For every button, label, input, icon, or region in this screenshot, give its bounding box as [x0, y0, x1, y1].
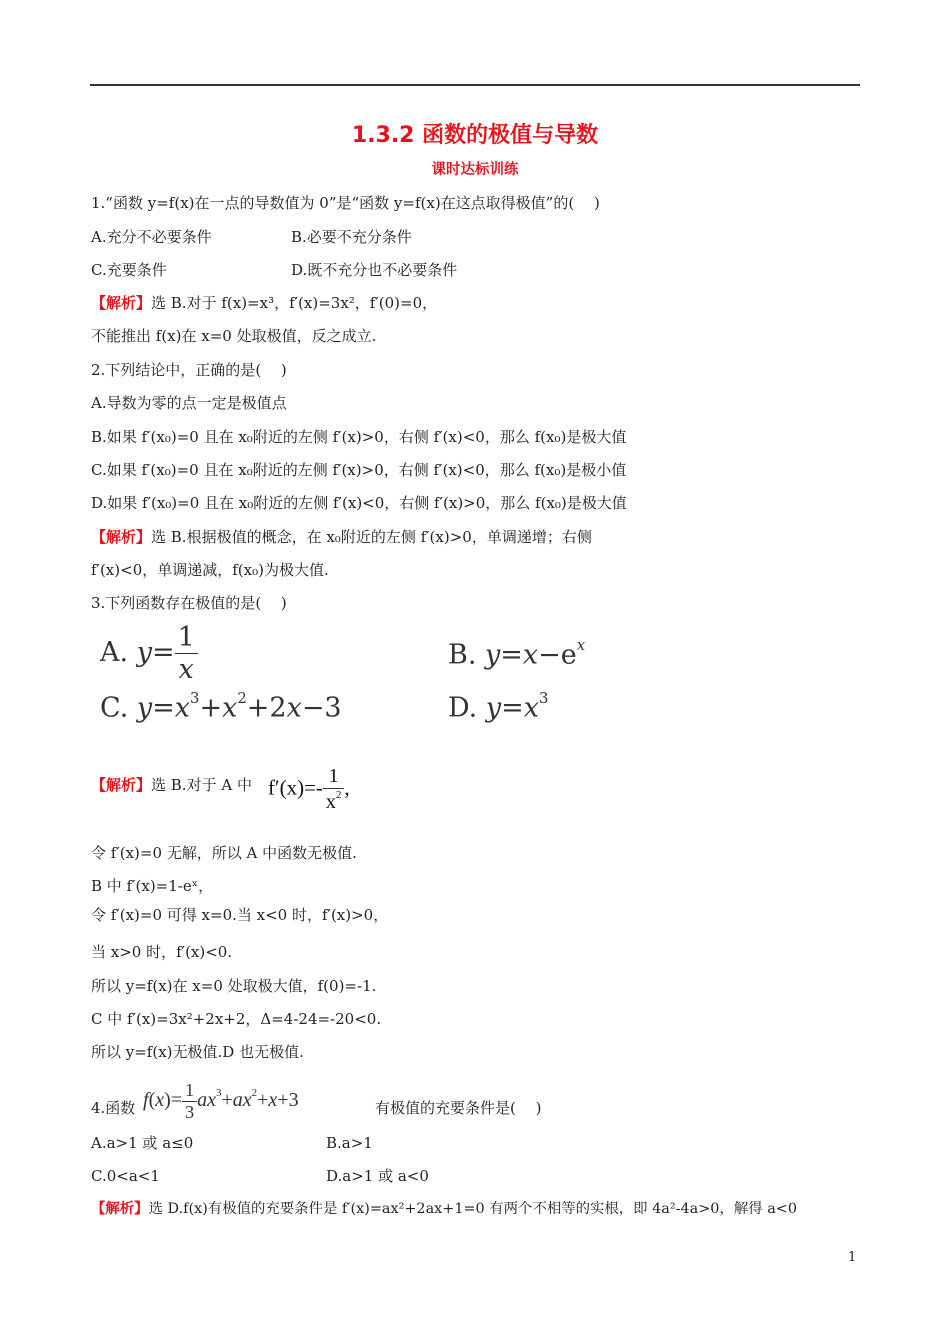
q2-option-d: D.如果 f′(x₀)=0 且在 x₀附近的左侧 f′(x)<0，右侧 f′(x)>0，那么 f(x₀)是极大值 [91, 494, 627, 512]
analysis-tag: 【解析】 [91, 294, 152, 312]
q2-stem: 2.下列结论中，正确的是( ) [91, 361, 287, 379]
fraction-1-over-x: $\frac{1}{x}$ [175, 622, 198, 685]
derivative-formula: f′(x)=- $\frac{1}{x^2}$ , [268, 765, 350, 813]
q3-analysis-line: 令 f′(x)=0 可得 x=0.当 x<0 时，f′(x)>0， [91, 906, 389, 924]
q3-analysis-line: B 中 f′(x)=1-eˣ， [91, 877, 214, 895]
q3-option-a: A. y= $\frac{1}{x}$ [100, 622, 198, 685]
analysis-tag: 【解析】 [91, 1200, 149, 1217]
q4-analysis [91, 1199, 797, 1219]
analysis-tag: 【解析】 [91, 776, 152, 794]
q4-option-d: D.a>1 或 a<0 [326, 1167, 429, 1185]
page-title: 1.3.2 函数的极值与导数 [351, 123, 599, 148]
q1-option-b: B.必要不充分条件 [291, 228, 412, 246]
q2-analysis-line1: 选 B.根据极值的概念，在 x₀附近的左侧 f′(x)>0，单调递增；右侧 [151, 528, 592, 546]
q1-option-c: C.充要条件 [91, 261, 167, 279]
top-rule [90, 84, 860, 86]
q2-option-b: B.如果 f′(x₀)=0 且在 x₀附近的左侧 f′(x)>0，右侧 f′(x)<0，那么 f(x₀)是极大值 [91, 428, 627, 446]
q3-stem: 3.下列函数存在极值的是( ) [91, 594, 287, 612]
q3-analysis-line: C 中 f′(x)=3x²+2x+2，Δ=4-24=-20<0. [91, 1010, 382, 1028]
q3-option-d: D. $y=x^3$ [448, 689, 549, 724]
q3-option-a-label: A. [100, 637, 129, 668]
q1-analysis-line2: 不能推出 f(x)在 x=0 处取极值，反之成立. [91, 327, 377, 345]
q3-analysis-line: 令 f′(x)=0 无解，所以 A 中函数无极值. [91, 844, 357, 862]
q4-analysis-line1: 选 D.f(x)有极值的充要条件是 f′(x)=ax²+2ax+1=0 有两个不相等的实根，即 4a²-4a>0，解得 a<0 [148, 1201, 798, 1217]
page-subtitle: 课时达标训练 [431, 162, 519, 178]
q3-analysis [91, 775, 252, 795]
q3-option-c: C. $y=x^3+x^2+2x-3$ [100, 689, 342, 724]
q1-analysis-line1: 选 B.对于 f(x)=x³，f′(x)=3x²，f′(0)=0， [151, 294, 438, 312]
q1-analysis [91, 293, 437, 313]
q3-analysis-line: 所以 y=f(x)无极值.D 也无极值. [91, 1043, 304, 1061]
q4-option-b: B.a>1 [326, 1134, 373, 1152]
page-number: 1 [848, 1250, 857, 1265]
q3-analysis-line: 当 x>0 时，f′(x)<0. [91, 943, 233, 961]
q3-analysis-line: 所以 y=f(x)在 x=0 处取极大值，f(0)=-1. [91, 977, 377, 995]
q1-option-a: A.充分不必要条件 [91, 228, 212, 246]
q1-stem: 1.“函数 y=f(x)在一点的导数值为 0”是“函数 y=f(x)在这点取得极值”的( ) [91, 194, 600, 212]
q2-analysis [91, 527, 592, 547]
q3-option-c-label: C. [100, 692, 129, 724]
q4-stem-tail: 有极值的充要条件是( ) [375, 1099, 542, 1117]
q2-option-c: C.如果 f′(x₀)=0 且在 x₀附近的左侧 f′(x)>0，右侧 f′(x)<0，那么 f(x₀)是极小值 [91, 461, 627, 479]
q4-stem-lead: 4.函数 [91, 1099, 136, 1117]
q2-option-a: A.导数为零的点一定是极值点 [91, 394, 287, 412]
q2-analysis-line2: f′(x)<0，单调递减，f(x₀)为极大值. [91, 561, 329, 579]
q4-option-a: A.a>1 或 a≤0 [91, 1134, 194, 1152]
q3-analysis-lead: 选 B.对于 A 中 [151, 776, 252, 794]
q4-option-c: C.0<a<1 [91, 1167, 160, 1185]
q3-option-b: B. $y=x-e^x$ [448, 636, 586, 671]
q3-option-b-label: B. [448, 639, 477, 671]
analysis-tag: 【解析】 [91, 528, 152, 546]
q1-option-d: D.既不充分也不必要条件 [291, 261, 458, 279]
q4-function-formula: f(x)= $\frac{1}{3}$ $ax^3+ax^2+x+3$ [143, 1080, 299, 1122]
q3-option-d-label: D. [448, 692, 478, 724]
